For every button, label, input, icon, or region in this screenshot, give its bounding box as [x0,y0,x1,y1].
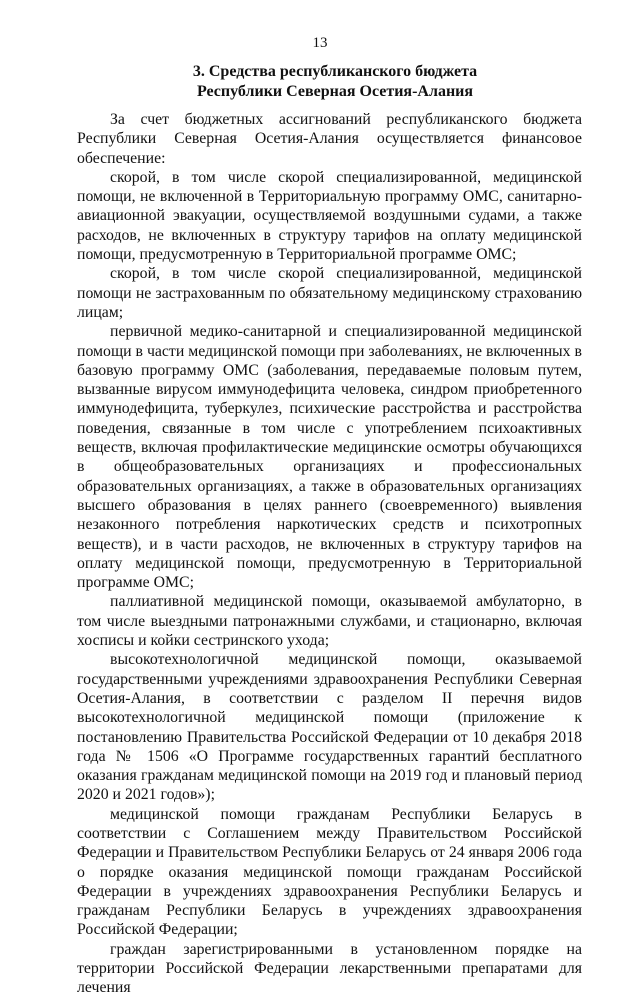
section-heading-line-2: Республики Северная Осетия-Алания [196,83,474,100]
paragraph-palliative-care: паллиативной медицинской помощи, оказываемой амбулаторно, в том числе выездными патронажными службами, и стационарно, включая хосписы и койки сестринского ухода; [77,593,582,650]
paragraph-belarus-citizens: медицинской помощи гражданам Республики Беларусь в соответствии с Соглашением между Правительством Российской Федерации и Правительством Республики Беларусь от 24 января 2006 года о порядке оказания медицинской помощи гражданам Российской Федерации в учреждениях здравоохранения Республики Беларусь и гражданам Республики Беларусь в учреждениях здравоохранения Российской Федерации; [77,805,582,939]
paragraph-high-tech-care: высокотехнологичной медицинской помощи, оказываемой государственными учреждениями здравоохранения Республики Северная Осетия-Алания, в соответствии с разделом II перечня видов высокотехнологичной медицинской помощи (приложение к постановлению Правительства Российской Федерации от 10 декабря 2018 года № 1506 «О Программе государственных гарантий бесплатного оказания гражданам медицинской помощи на 2019 год и плановый период 2020 и 2021 годов»); [77,651,582,804]
section-heading-line-1: 3. Средства республиканского бюджета [192,63,478,80]
page-number: 13 [312,35,328,51]
paragraph-intro: За счет бюджетных ассигнований республиканского бюджета Республики Северная Осетия-Алания осуществляется финансовое обеспечение: [77,111,582,167]
paragraph-emergency-care: скорой, в том числе скорой специализированной, медицинской помощи, не включенной в Территориальную программу ОМС, санитарно-авиационной эвакуации, осуществляемой воздушными судами, а также расходов, не включенных в структуру тарифов на оплату медицинской помощи, предусмотренную в Территориальной программе ОМС; [77,168,582,264]
paragraph-registered-drugs: граждан зарегистрированными в установленном порядке на территории Российской Федерации лекарственными препаратами для лечения [77,940,582,997]
section-heading [90,62,580,102]
body-text [77,110,582,998]
paragraph-primary-care: первичной медико-санитарной и специализированной медицинской помощи в части медицинской помощи при заболеваниях, не включенных в базовую программу ОМС (заболевания, передаваемые половым путем, вызванные вирусом иммунодефицита человека, синдром приобретенного иммунодефицита, туберкулез, психические расстройства и расстройства поведения, связанные в том числе с употреблением психоактивных веществ, включая профилактические медицинские осмотры обучающихся в общеобразовательных организациях и профессиональных образовательных организациях, а также в образовательных организациях высшего образования в целях раннего (своевременного) выявления незаконного потребления наркотических средств и психотропных веществ), и в части расходов, не включенных в структуру тарифов на оплату медицинской помощи, предусмотренную в Территориальной программе ОМС; [77,323,582,592]
paragraph-uninsured-emergency-care: скорой, в том числе скорой специализированной, медицинской помощи не застрахованным по обязательному медицинскому страхованию лицам; [77,265,582,321]
